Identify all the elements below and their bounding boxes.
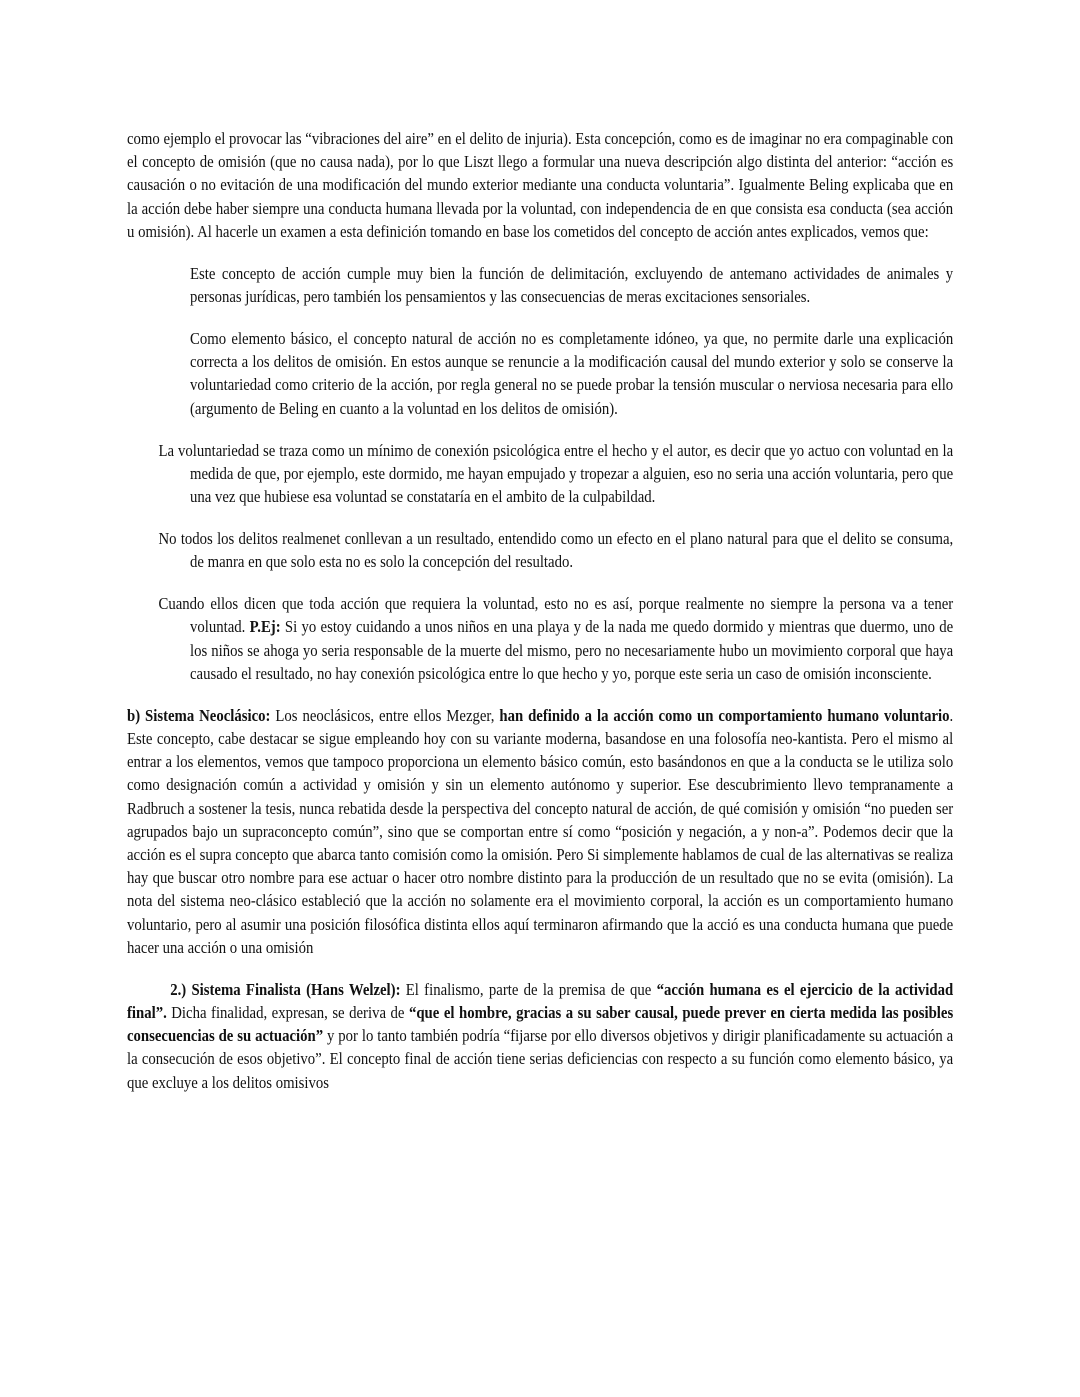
text: Dicha finalidad, expresan, se deriva de (166, 1003, 409, 1023)
section-heading: b) Sistema Neoclásico: (127, 705, 271, 725)
list-item-voluntariedad: La voluntariedad se traza como un mínimo de conexión psicológica entre el hecho y el autor, es decir que yo actuo con voluntad en la medida de que, por ejemplo, este dormido, me hayan empujado y tropezar a alguien, eso no seria una acción voluntaria, pero que una vez que hubiese esa voluntad se constataría en el ambito de la culpabildad. (158, 440, 954, 507)
list-item-omision-inconsciente (127, 592, 953, 685)
example-label: P.Ej: (249, 617, 281, 637)
text: El finalismo, parte de la premisa de que (400, 979, 657, 999)
list-item-resultado: No todos los delitos realmenet conllevan a un resultado, entendido como un efecto en el plano natural para que el delito se consuma, de manra en que solo esta no es solo la concepción del resultado. (158, 529, 954, 572)
bold-quote: “acción humana es el ejercicio de la actividad final”. (127, 979, 954, 1023)
section-heading: 2.) Sistema Finalista (Hans Welzel): (170, 979, 401, 999)
text: Cuando ellos dicen que toda acción que requiera la voluntad, esto no es así, porque realmente no siempre la persona va a tener voluntad. (158, 594, 954, 637)
bold-quote: “que el hombre, gracias a su saber causal, puede prever en cierta medida las posibles consecuencias de su actuación” (127, 1003, 954, 1046)
section-finalista (127, 978, 953, 1094)
section-neoclasico (127, 704, 953, 959)
text: Los neoclásicos, entre ellos Mezger, (270, 705, 500, 725)
document-page (127, 127, 953, 1113)
quote-delimitation: Este concepto de acción cumple muy bien la función de delimitación, excluyendo de antemano actividades de animales y personas jurídicas, pero también los pensamientos y las consecuencias de meras excitaciones sensoriales. (190, 263, 954, 307)
text: y por lo tanto también podría “fijarse por ello diversos objetivos y dirigir planificadamente su actuación a la consecución de esos objetivo”. El concepto final de acción tiene serias deficiencias con respecto a su función como elemento básico, ya que excluye a los delitos omisivos (127, 1026, 954, 1092)
quote-basic-element: Como elemento básico, el concepto natural de acción no es completamente idóneo, ya que, no permite darle una explicación correcta a los delitos de omisión. En estos aunque se renuncie a la modificación causal del mundo exterior y solo se conserve la voluntariedad como criterio de la acción, por regla general no se puede probar la tensión muscular o nerviosa necesaria para ello (argumento de Beling en cuanto a la voluntad en los delitos de omisión). (190, 329, 954, 418)
paragraph-natural-action: como ejemplo el provocar las “vibraciones del aire” en el delito de injuria). Esta concepción, como es de imaginar no era compaginable con el concepto de omisión (que no causa nada), por lo que Liszt llego a formular una nueva descripción algo distinta del anterior: “acción es causación o no evitación de una modificación del mundo exterior mediante una conducta voluntaria”. Igualmente Beling explicaba que en la acción debe haber siempre una conducta humana llevada por la voluntad, con independencia de en que consista esa conducta (sea acción u omisión). Al hacerle un examen a esta definición tomando en base los cometidos del concepto de acción antes explicados, vemos que: (127, 129, 954, 241)
text: . Este concepto, cabe destacar se sigue empleando hoy con su variante moderna, basandose en una folosofía neo-kantista. Pero el mismo al entrar a los elementos, vemos que tampoco proporciona un elemento básico común, esto basándonos en que a la conducta se le utiliza solo como designación común a actividad y omisión y sin un elemento autónomo y superior. Ese descubrimiento llevo tempranamente a Radbruch a sostener la tesis, nunca rebatida desde la perspectiva del concepto natural de acción, de qué comisión y omisión “no pueden ser agrupados bajo un supraconcepto común”, sino que se comportan entre sí como “posición y negación, a y non-a”. Podemos decir que la acción es el supra concepto que abarca tanto comisión como la omisión. Pero Si simplemente hablamos de cual de las alternativas se realiza hay que buscar otro nombre para ese actuar o hacer otro nombre distinto para la producción de un resultado que no se evita (omisión). La nota del sistema neo-clásico estableció que la acción no solamente era el movimiento corporal, la acción es un comportamiento humano voluntario, pero al asumir una posición filosófica distinta ellos aquí terminaron afirmando que la acció es una conducta humana que puede hacer una acción o una omisión (127, 705, 954, 957)
text: Si yo estoy cuidando a unos niños en una playa y de la nada me quedo dormido y mientras que duermo, uno de los niños se ahoga yo seria responsable de la muerte del mismo, pero no necesariamente hubo un movimiento corporal que haya causado el resultado, no hay conexión psicológica entre lo que hecho y yo, porque este seria un caso de omisión inconsciente. (190, 617, 954, 683)
bold-definition: han definido a la acción como un comportamiento humano voluntario (499, 705, 950, 725)
